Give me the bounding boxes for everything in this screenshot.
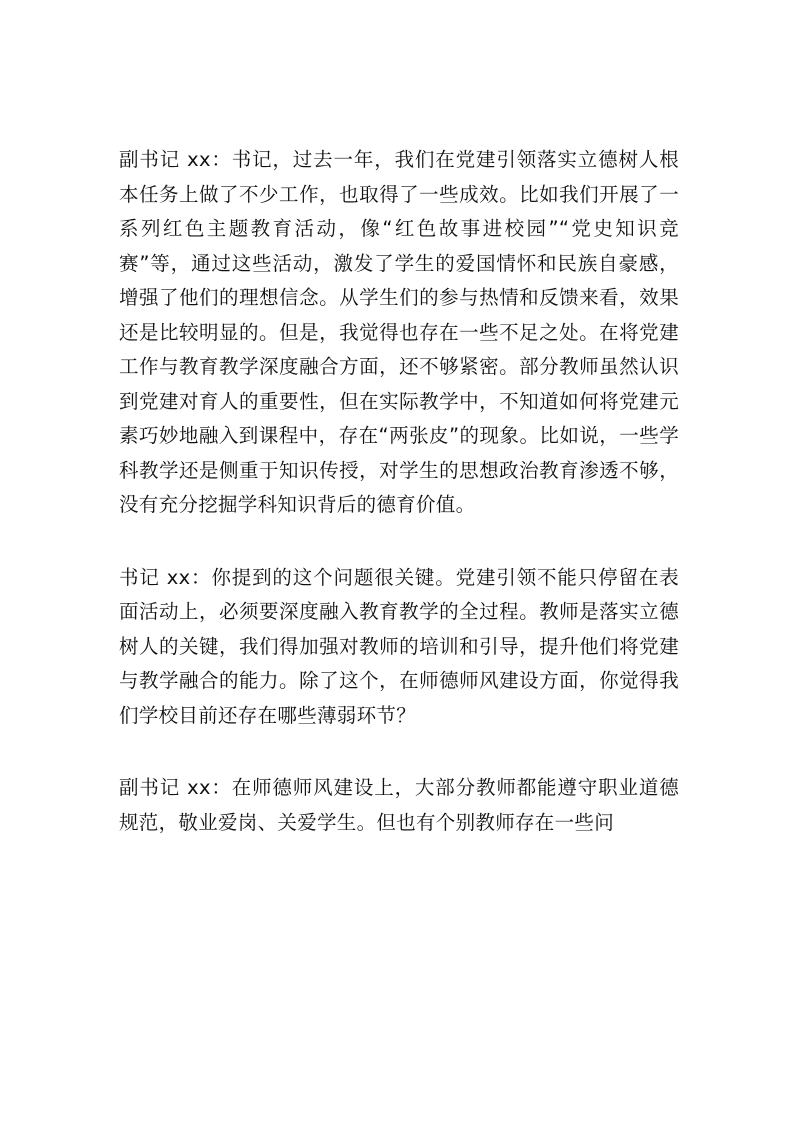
document-body bbox=[119, 143, 679, 840]
paragraph-secretary-1: 书记 xx：你提到的这个问题很关键。党建引领不能只停留在表面活动上，必须要深度融入教育教学的全过程。教师是落实立德树人的关键，我们得加强对教师的培训和引导，提升他们将党建与教学融合的能力。除了这个，在师德师风建设方面，你觉得我们学校目前还存在哪些薄弱环节？ bbox=[119, 565, 679, 727]
paragraph-gap bbox=[119, 523, 679, 561]
paragraph-gap bbox=[119, 733, 679, 771]
paragraph-deputy-secretary-1: 副书记 xx：书记，过去一年，我们在党建引领落实立德树人根本任务上做了不少工作，也取得了一些成效。比如我们开展了一系列红色主题教育活动，像“红色故事进校园”“党史知识竞赛”等，通过这些活动，激发了学生的爱国情怀和民族自豪感，增强了他们的理想信念。从学生们的参与热情和反馈来看，效果还是比较明显的。但是，我觉得也存在一些不足之处。在将党建工作与教育教学深度融合方面，还不够紧密。部分教师虽然认识到党建对育人的重要性，但在实际教学中，不知道如何将党建元素巧妙地融入到课程中，存在“两张皮”的现象。比如说，一些学科教学还是侧重于知识传授，对学生的思想政治教育渗透不够，没有充分挖掘学科知识背后的德育价值。 bbox=[119, 148, 679, 516]
paragraph-deputy-secretary-2: 副书记 xx：在师德师风建设上，大部分教师都能遵守职业道德规范，敬业爱岗、关爱学生。但也有个别教师存在一些问 bbox=[119, 776, 679, 834]
